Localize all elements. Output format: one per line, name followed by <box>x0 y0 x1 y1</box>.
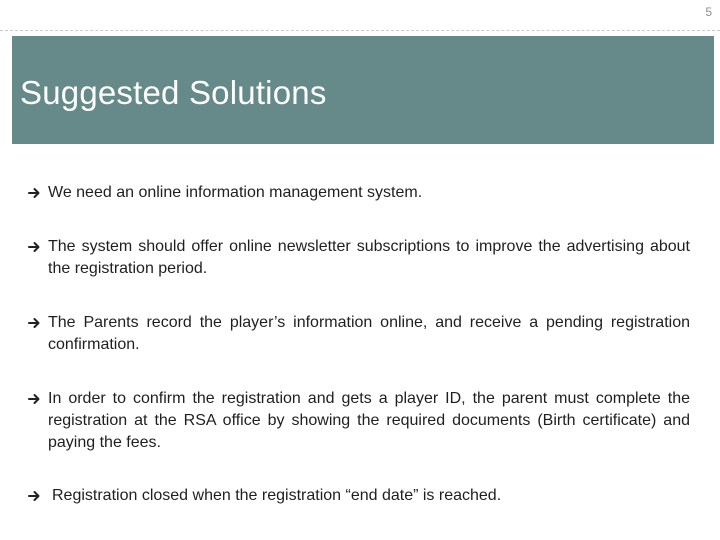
right-arrow-icon <box>28 186 42 200</box>
slide-title: Suggested Solutions <box>20 74 327 111</box>
bullet-item <box>28 182 690 204</box>
right-arrow-icon <box>28 316 42 330</box>
bullet-list <box>28 182 690 507</box>
bullet-text: Registration closed when the registration “end date” is reached. <box>52 487 502 504</box>
bullet-text: The Parents record the player’s information online, and receive a pending registration confirmation. <box>48 314 690 353</box>
bullet-text: In order to confirm the registration and gets a player ID, the parent must complete the registration at the RSA office by showing the required documents (Birth certificate) and paying the fees. <box>48 390 690 451</box>
title-band <box>12 36 714 144</box>
right-arrow-icon <box>28 489 42 503</box>
bullet-text: The system should offer online newsletter subscriptions to improve the advertising about the registration period. <box>48 238 690 277</box>
right-arrow-icon <box>28 240 42 254</box>
bullet-item <box>28 312 690 356</box>
bullet-item <box>28 236 690 280</box>
right-arrow-icon <box>28 392 42 406</box>
bullet-item <box>28 388 690 454</box>
bullet-item <box>28 485 690 507</box>
page-number: 5 <box>705 5 712 19</box>
top-divider <box>0 30 720 31</box>
bullet-text: We need an online information management system. <box>48 184 423 201</box>
